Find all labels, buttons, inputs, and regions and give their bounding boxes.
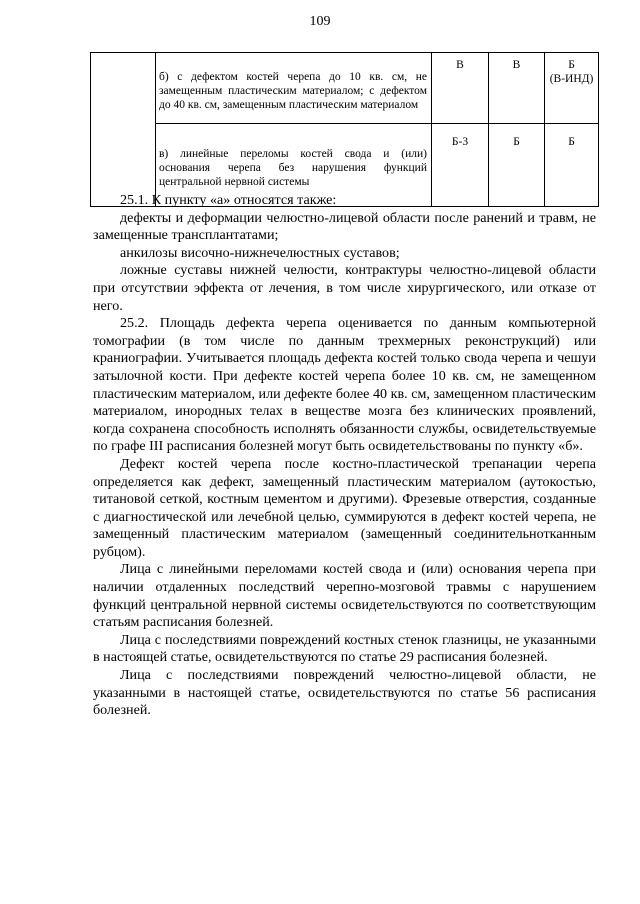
paragraph: 25.2. Площадь дефекта черепа оценивается по данным компьютерной томографии (в том числе по данным трехмерных реконструкций) или краниографии. Учитывается площадь дефекта костей только свода черепа и чешуи затылочной кости. При дефекте костей черепа более 10 кв. см, не замещенном пластическим материалом, или дефекте более 40 кв. см, замещенном пластическим материалом, инородных телах в веществе мозга без клинических проявлений, когда сохранена способность исполнять обязанности службы, освидетельствуемые по графе III расписания болезней могут быть освидетельствованы по пункту «б». [93,315,596,455]
category-cell: Б [545,124,599,207]
paragraph: Лица с линейными переломами костей свода и (или) основания черепа при наличии отдаленных последствий черепно-мозговой травмы с нарушением функций центральной нервной системы освидетельствуются по соответствующим статьям расписания болезней. [93,561,596,631]
page-number: 109 [309,14,331,29]
paragraph: Дефект костей черепа после костно-пластической трепанации черепа определяется как дефект, замещенный пластическим материалом (аутокостью, титановой сеткой, костным цементом и другими). Фрезевые отверстия, созданные с диагностической или лечебной целью, суммируются в дефект костей черепа, не замещенный пластическим материалом (замещенный соединительнотканным рубцом). [93,455,596,560]
body-text [93,192,596,720]
paragraph: 25.1. К пункту «а» относятся также: [120,192,337,208]
category-cell: Б [489,124,545,207]
paragraph: дефекты и деформации челюстно-лицевой области после ранений и травм, не замещенные трансплантатами; [93,209,596,244]
table-row [91,53,599,124]
category-cell: В [432,53,489,124]
requirements-table [90,52,599,207]
row-text: б) с дефектом костей черепа до 10 кв. см, не замещенным пластическим материалом; с дефектом до 40 кв. см, замещенным пластическим материалом [159,70,427,111]
paragraph: Лица с последствиями повреждений костных стенок глазницы, не указанными в настоящей статье, освидетельствуются по статье 29 расписания болезней. [93,631,596,666]
empty-cell [91,53,156,207]
category-cell: Б (В-ИНД) [545,53,599,124]
table-cell-text [156,53,432,124]
category-cell: Б-3 [432,124,489,207]
paragraph: Лица с последствиями повреждений челюстно-лицевой области, не указанными в настоящей статье, освидетельствуются по статье 56 расписания болезней. [93,667,596,719]
paragraph: ложные суставы нижней челюсти, контрактуры челюстно-лицевой области при отсутствии эффекта от лечения, в том числе хирургического, или отказе от него. [93,262,596,314]
paragraph: анкилозы височно-нижнечелюстных суставов; [120,244,400,261]
category-cell: В [489,53,545,124]
row-text: в) линейные переломы костей свода и (или) основания черепа без нарушения функций центральной нервной системы [159,147,427,188]
